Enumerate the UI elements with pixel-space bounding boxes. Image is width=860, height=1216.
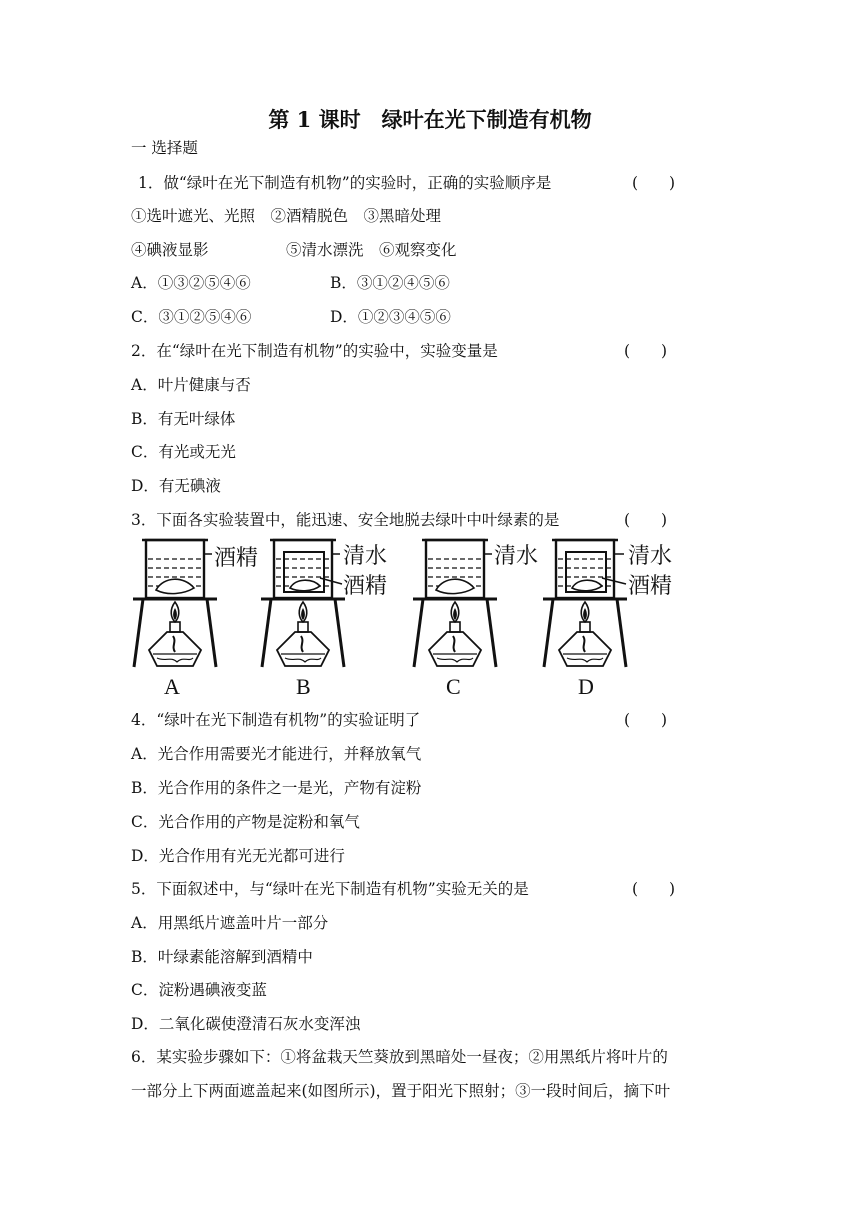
q3-stem: 3．下面各实验装置中，能迅速、安全地脱去绿叶中叶绿素的是: [131, 511, 560, 529]
q2-option-b: B．有无叶绿体: [131, 410, 236, 428]
q5-option-a: A．用黑纸片遮盖叶片一部分: [131, 914, 329, 932]
label-c-water: 清水: [494, 544, 539, 569]
q1-option-d: D．①②③④⑤⑥: [330, 308, 451, 326]
label-b-water: 清水: [343, 544, 388, 569]
label-d-water: 清水: [628, 544, 673, 569]
q4-answer-paren: ( ): [624, 711, 668, 729]
label-letter-b: B: [296, 674, 311, 699]
apparatus-a: [133, 540, 217, 667]
q1-answer-paren: ( ): [632, 174, 676, 192]
apparatus-figure: [128, 532, 688, 702]
q4-option-b: B．光合作用的条件之一是光，产物有淀粉: [131, 779, 422, 797]
q6-line1: 6．某实验步骤如下：①将盆栽天竺葵放到黑暗处一昼夜；②用黑纸片将叶片的: [131, 1048, 668, 1066]
q4-option-c: C．光合作用的产物是淀粉和氧气: [131, 813, 360, 831]
label-b-alcohol: 酒精: [343, 574, 388, 599]
q1-option-a: A．①③②⑤④⑥: [131, 274, 251, 292]
q5-answer-paren: ( ): [632, 880, 676, 898]
label-letter-c: C: [446, 674, 461, 699]
q3-answer-paren: ( ): [624, 511, 668, 529]
q4-stem: 4．“绿叶在光下制造有机物”的实验证明了: [131, 711, 421, 729]
q2-option-d: D．有无碘液: [131, 477, 221, 495]
q6-line2: 一部分上下两面遮盖起来(如图所示)，置于阳光下照射；③一段时间后，摘下叶: [131, 1082, 671, 1100]
apparatus-c: [413, 540, 497, 667]
q2-option-a: A．叶片健康与否: [131, 376, 251, 394]
section-heading: 一 选择题: [131, 139, 198, 157]
label-letter-a: A: [164, 674, 180, 699]
apparatus-d: [543, 540, 627, 667]
q2-answer-paren: ( ): [624, 342, 668, 360]
q1-stem: 1．做“绿叶在光下制造有机物”的实验时，正确的实验顺序是: [138, 174, 552, 192]
q1-steps-line2a: ④碘液显影: [131, 241, 209, 259]
q5-option-c: C．淀粉遇碘液变蓝: [131, 981, 267, 999]
q4-option-a: A．光合作用需要光才能进行，并释放氧气: [131, 745, 422, 763]
q1-option-c: C．③①②⑤④⑥: [131, 308, 252, 326]
q1-steps-line1: ①选叶遮光、光照 ②酒精脱色 ③黑暗处理: [131, 207, 442, 225]
q5-stem: 5．下面叙述中，与“绿叶在光下制造有机物”实验无关的是: [131, 880, 529, 898]
apparatus-b: [261, 540, 345, 667]
q1-steps-line2b: ⑤清水漂洗 ⑥观察变化: [286, 241, 457, 259]
label-a-alcohol: 酒精: [214, 546, 259, 571]
label-d-alcohol: 酒精: [628, 574, 673, 599]
q1-option-b: B．③①②④⑤⑥: [330, 274, 450, 292]
q2-stem: 2．在“绿叶在光下制造有机物”的实验中，实验变量是: [131, 342, 498, 360]
page-title: 第 1 课时 绿叶在光下制造有机物: [268, 107, 592, 132]
q5-option-b: B．叶绿素能溶解到酒精中: [131, 948, 313, 966]
label-letter-d: D: [578, 674, 594, 699]
q5-option-d: D．二氧化碳使澄清石灰水变浑浊: [131, 1015, 361, 1033]
q4-option-d: D．光合作用有光无光都可进行: [131, 847, 345, 865]
q2-option-c: C．有光或无光: [131, 443, 236, 461]
